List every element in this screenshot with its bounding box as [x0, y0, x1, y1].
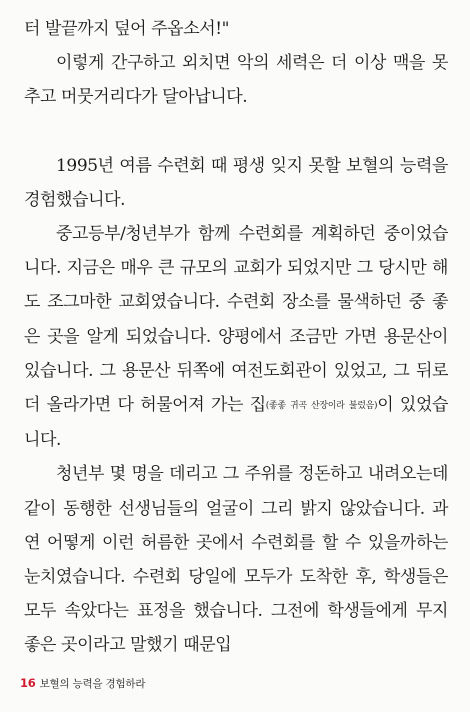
book-title: 보혈의 능력을 경험하라 [39, 678, 146, 690]
paragraph-prayer-result: 이렇게 간구하고 외치면 악의 세력은 더 이상 맥을 못 추고 머뭇거리다가 달아납니다. [24, 53, 448, 108]
section-break [24, 115, 448, 149]
paragraph-continuation: 터 발끝까지 덮어 주옵소서!" [24, 19, 230, 39]
page-footer [20, 676, 145, 691]
paragraph-retreat-arrival: 청년부 몇 명을 데리고 그 주위를 정돈하고 내려오는데 같이 동행한 선생님들의 얼굴이 그리 밝지 않았습니다. 과연 어떻게 이런 허름한 곳에서 수련회를 할 수 있을까하는 눈치였습니다. 수련회 당일에 모두가 도착한 후, 학생들은 모두 속았다는 표정을 했습니다. 그전에 학생들에게 무지 좋은 곳이라고 말했기 때문입 [24, 464, 448, 656]
inline-note: (좋좋 귀곡 산장이라 불렀음) [265, 401, 378, 412]
paragraph-retreat-planning-text: 중고등부/청년부가 함께 수련회를 계획하던 중이었습니다. 지금은 매우 큰 규모의 교회가 되었지만 그 당시만 해도 조그마한 교회였습니다. 수련회 장소를 물색하던 중 좋은 곳을 알게 되었습니다. 양평에서 조금만 가면 용문산이 있습니다. 그 용문산 뒤쪽에 여전도회관이 있었고, 그 뒤로 더 올라가면 다 허물어져 가는 집 [24, 224, 448, 416]
paragraph-1995-retreat: 1995년 여름 수련회 때 평생 잊지 못할 보혈의 능력을 경험했습니다. [24, 155, 448, 210]
paragraph-retreat-planning-end: 이 있었습니다. [24, 395, 448, 451]
paragraph-retreat-planning [24, 217, 448, 457]
body-text [24, 12, 448, 663]
page-number: 16 [20, 676, 36, 690]
